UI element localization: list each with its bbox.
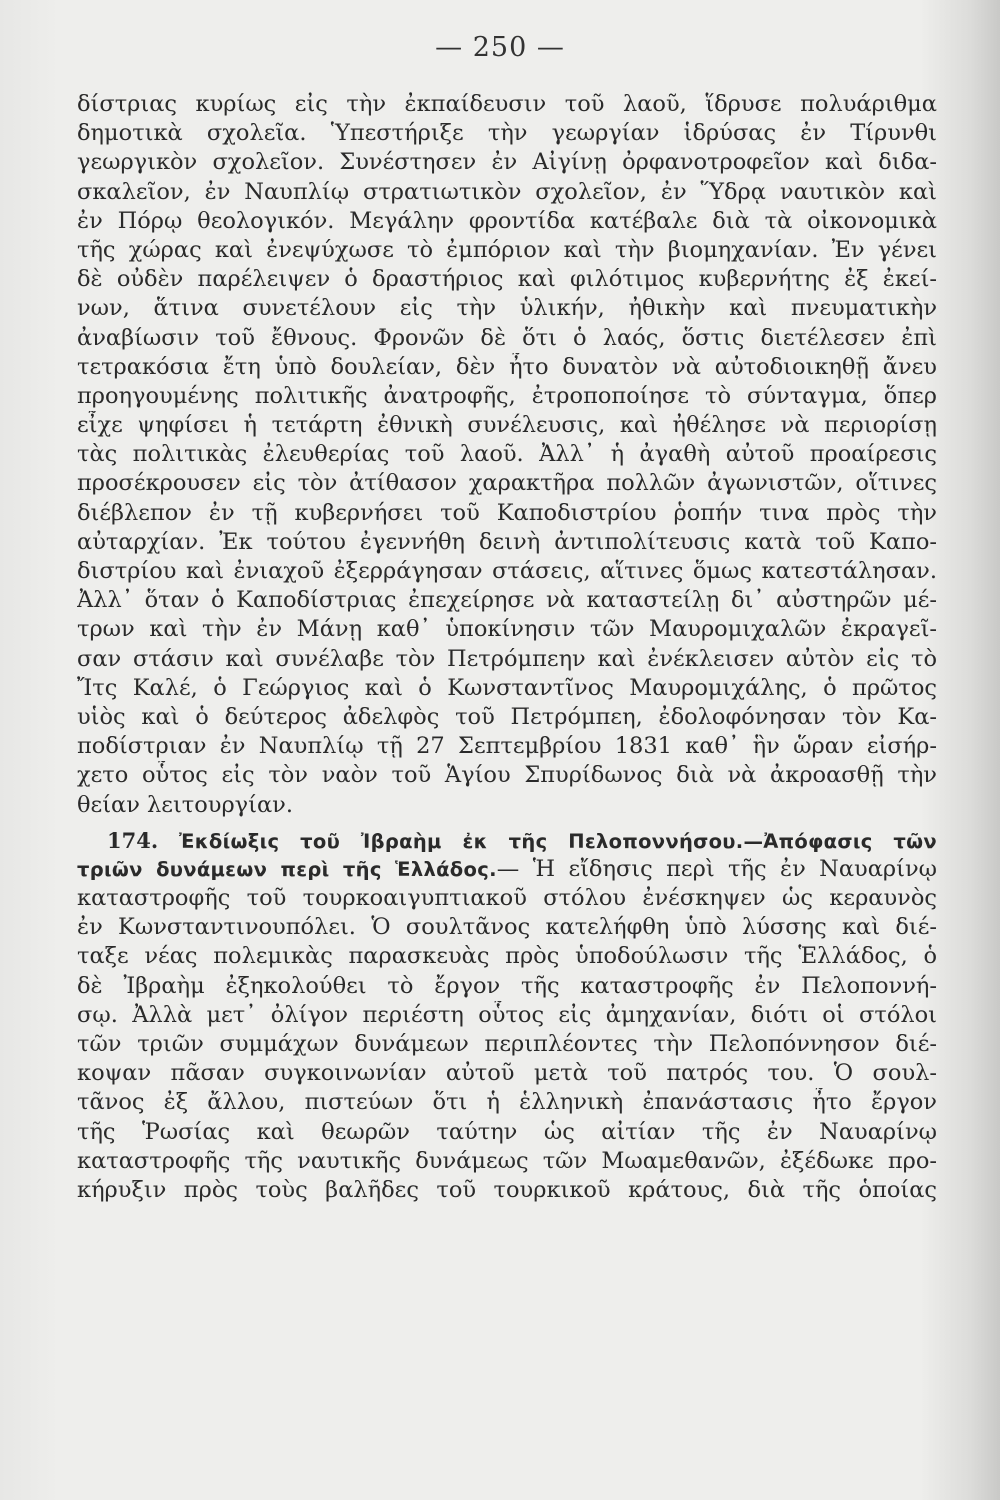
section-heading-line [77, 855, 937, 884]
text-line: προσέκρουσεν εἰς τὸν ἀτίθασον χαρακτῆρα πολλῶν ἀγωνιστῶν, οἵτινες [77, 470, 937, 497]
text-line: γεωργικὸν σχολεῖον. Συνέστησεν ἐν Αἰγίνῃ ὀρφανοτροφεῖον καὶ διδα- [77, 149, 937, 176]
page-number: — 250 — [435, 32, 565, 63]
text-line: τῶν τριῶν συμμάχων δυνάμεων περιπλέοντες τὴν Πελοπόννησον διέ- [77, 1031, 937, 1057]
text-line: νων, ἅτινα συνετέλουν εἰς τὴν ὑλικήν, ἠθικὴν καὶ πνευματικὴν [77, 295, 937, 322]
text-line: ταξε νέας πολεμικὰς παρασκευὰς πρὸς ὑποδούλωσιν τῆς Ἑλλάδος, ὁ [77, 943, 937, 970]
section-heading-part1: Ἐκδίωξις τοῦ Ἰβραὴμ ἐκ τῆς Πελοποννήσου.—Ἀπόφασις τῶν [179, 829, 937, 853]
text-line: δίστριας κυρίως εἰς τὴν ἐκπαίδευσιν τοῦ λαοῦ, ἵδρυσε πολυάριθμα [77, 91, 937, 117]
text-line: προηγουμένης πολιτικῆς ἀνατροφῆς, ἐτροποποίησε τὸ σύνταγμα, ὅπερ [77, 382, 937, 409]
text-line: τρων καὶ τὴν ἐν Μάνῃ καθ᾽ ὑποκίνησιν τῶν Μαυρομιχαλῶν ἐκραγεῖ- [77, 616, 937, 643]
section-text-start: — Ἡ εἴδησις περὶ τῆς ἐν Ναυαρίνῳ [496, 855, 937, 882]
text-line: σῳ. Ἀλλὰ μετ᾽ ὀλίγον περιέστη οὗτος εἰς ἀμηχανίαν, διότι οἱ στόλοι [77, 1001, 937, 1028]
section-heading-part2: τριῶν δυνάμεων περὶ τῆς Ἑλλάδος. [77, 857, 497, 881]
text-line: ἀναβίωσιν τοῦ ἔθνους. Φρονῶν δὲ ὅτι ὁ λαός, ὅστις διετέλεσεν ἐπὶ [77, 324, 937, 351]
paragraph-kapodistrias [77, 90, 937, 820]
text-line: καταστροφῆς τοῦ τουρκοαιγυπτιακοῦ στόλου ἐνέσκηψεν ὡς κεραυνὸς [77, 885, 937, 912]
text-line: δὲ οὐδὲν παρέλειψεν ὁ δραστήριος καὶ φιλότιμος κυβερνήτης ἐξ ἐκεί- [77, 266, 937, 293]
section-number: 174. [107, 827, 159, 853]
text-line: τῆς χώρας καὶ ἐνεψύχωσε τὸ ἐμπόριον καὶ τὴν βιομηχανίαν. Ἐν γένει [77, 236, 937, 263]
text-line: διέβλεπον ἐν τῇ κυβερνήσει τοῦ Καποδιστρίου ῥοπήν τινα πρὸς τὴν [77, 499, 937, 526]
text-line: υἱὸς καὶ ὁ δεύτερος ἀδελφὸς τοῦ Πετρόμπεη, ἐδολοφόνησαν τὸν Κα- [77, 703, 937, 730]
text-line: αὐταρχίαν. Ἐκ τούτου ἐγεννήθη δεινὴ ἀντιπολίτευσις κατὰ τοῦ Καπο- [77, 528, 937, 555]
text-line: κοψαν πᾶσαν συγκοινωνίαν αὐτοῦ μετὰ τοῦ πατρός του. Ὁ σουλ- [77, 1060, 937, 1087]
text-line: ἐν Πόρῳ θεολογικόν. Μεγάλην φροντίδα κατέβαλε διὰ τὰ οἰκονομικὰ [77, 207, 937, 234]
text-line: δημοτικὰ σχολεῖα. Ὑπεστήριξε τὴν γεωργίαν ἱδρύσας ἐν Τίρυνθι [77, 120, 937, 147]
body-text [77, 90, 937, 1205]
text-line: διστρίου καὶ ἐνιαχοῦ ἐξερράγησαν στάσεις, αἵτινες ὅμως κατεστάλησαν. [77, 558, 937, 584]
text-line: Ἴτς Καλέ, ὁ Γεώργιος καὶ ὁ Κωνσταντῖνος Μαυρομιχάλης, ὁ πρῶτος [77, 674, 937, 701]
text-line: τὰς πολιτικὰς ἐλευθερίας τοῦ λαοῦ. Ἀλλ᾽ ἡ ἀγαθὴ αὐτοῦ προαίρεσις [77, 441, 937, 468]
text-line: τετρακόσια ἔτη ὑπὸ δουλείαν, δὲν ἦτο δυνατὸν νὰ αὐτοδιοικηθῇ ἄνευ [77, 353, 937, 380]
text-line: εἶχε ψηφίσει ἡ τετάρτη ἐθνικὴ συνέλευσις, καὶ ἠθέλησε νὰ περιορίσῃ [77, 412, 937, 439]
text-line: τᾶνος ἐξ ἄλλου, πιστεύων ὅτι ἡ ἑλληνικὴ ἐπανάστασις ἦτο ἔργον [77, 1089, 937, 1116]
section-heading-line [77, 826, 937, 855]
text-line: χετο οὗτος εἰς τὸν ναὸν τοῦ Ἁγίου Σπυρίδωνος διὰ νὰ ἀκροασθῇ τὴν [77, 762, 937, 789]
text-line: δὲ Ἰβραὴμ ἐξηκολούθει τὸ ἔργον τῆς καταστροφῆς ἐν Πελοποννή- [77, 972, 937, 999]
section-174 [77, 826, 937, 1205]
text-line: τῆς Ῥωσίας καὶ θεωρῶν ταύτην ὡς αἰτίαν τῆς ἐν Ναυαρίνῳ [77, 1118, 937, 1145]
text-line: σκαλεῖον, ἐν Ναυπλίῳ στρατιωτικὸν σχολεῖον, ἐν Ὕδρᾳ ναυτικὸν καὶ [77, 178, 937, 205]
text-line: θείαν λειτουργίαν. [77, 791, 293, 818]
text-line: κήρυξιν πρὸς τοὺς βαλῆδες τοῦ τουρκικοῦ κράτους, διὰ τῆς ὁποίας [77, 1176, 937, 1203]
text-line: καταστροφῆς τῆς ναυτικῆς δυνάμεως τῶν Μωαμεθανῶν, ἐξέδωκε προ- [77, 1147, 937, 1174]
text-line: ἐν Κωνσταντινουπόλει. Ὁ σουλτᾶνος κατελήφθη ὑπὸ λύσσης καὶ διέ- [77, 914, 937, 941]
text-line: σαν στάσιν καὶ συνέλαβε τὸν Πετρόμπεην καὶ ἐνέκλεισεν αὐτὸν εἰς τὸ [77, 645, 937, 672]
text-line: ποδίστριαν ἐν Ναυπλίῳ τῇ 27 Σεπτεμβρίου 1831 καθ᾽ ἣν ὥραν εἰσήρ- [77, 733, 937, 760]
text-line: Ἀλλ᾽ ὅταν ὁ Καποδίστριας ἐπεχείρησε νὰ καταστείλῃ δι᾽ αὐστηρῶν μέ- [77, 587, 937, 614]
